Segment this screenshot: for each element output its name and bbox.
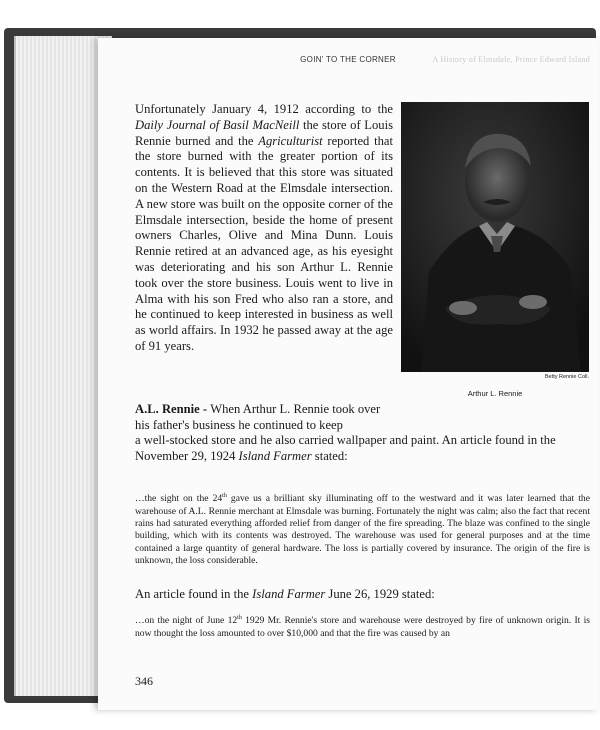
portrait-figure <box>401 102 589 398</box>
agriculturist-title: Agriculturist <box>258 133 323 148</box>
page-number: 346 <box>135 674 153 688</box>
intro-paragraph: Unfortunately January 4, 1912 according to the Daily Journal of Basil MacNeill the store of Louis Rennie burned and the Agriculturist reported that the store burned with the greater portion of its contents. It is believed that this store was situated on the Western Road at the Elmsdale intersection. A new store was built on the opposite corner of the Elmsdale intersection, beside the home of present owners Charles, Olive and Mina Dunn. Louis Rennie retired at an advanced age, as his eyesight was deteriorating and his son Arthur L. Rennie took over the store business. Louis went to live in Alma with his son Fred who also ran a store, and he continued to keep interested in business as well as world affairs. In 1932 he passed away at the age of 91 years. <box>135 102 394 353</box>
article-1929-intro: An article found in the Island Farmer June 26, 1929 stated: <box>135 587 435 601</box>
newspaper-title: Island Farmer <box>238 448 312 463</box>
running-header <box>98 55 598 64</box>
quote-1929: …on the night of June 12th 1929 Mr. Rennie's store and warehouse were destroyed by fire of unknown origin. It is now thought the loss amounted to over $10,000 and that the fire was caused by an <box>135 615 590 639</box>
book-page <box>98 38 598 710</box>
bleed-through-text: A History of Elmsdale, Prince Edward Island <box>432 55 590 64</box>
quote-1924: …the sight on the 24th gave us a brilliant sky illuminating off to the westward and it was later learned that the warehouse of A.L. Rennie merchant at Elmsdale was burning. Fortunately the night was calm; also the fact that recent rains had saturated everything afforded relief from danger of the fire spreading. The blaze was confined to the single building, which with its contents was destroyed. The warehouse was used for general purposes and at the time contained a large quantity of general hardware. The loss is partially covered by insurance. The origin of the fire is unknown, the loss considerable. <box>135 493 590 567</box>
photo-credit: Betty Rennie Coll. <box>544 374 589 380</box>
newspaper-title-2: Island Farmer <box>252 587 326 601</box>
photo-caption: Arthur L. Rennie <box>467 389 523 398</box>
journal-title: Daily Journal of Basil MacNeill <box>135 117 300 132</box>
rennie-section: A.L. Rennie - When Arthur L. Rennie took over his father's business he continued to keep a well-stocked store and he also carried wallpaper and paint. An article found in the November 29, 1924 Island Farmer stated: <box>135 402 556 463</box>
portrait-photo <box>401 102 589 372</box>
running-title: GOIN' TO THE CORNER <box>300 55 396 64</box>
section-heading: A.L. Rennie - <box>135 402 211 416</box>
